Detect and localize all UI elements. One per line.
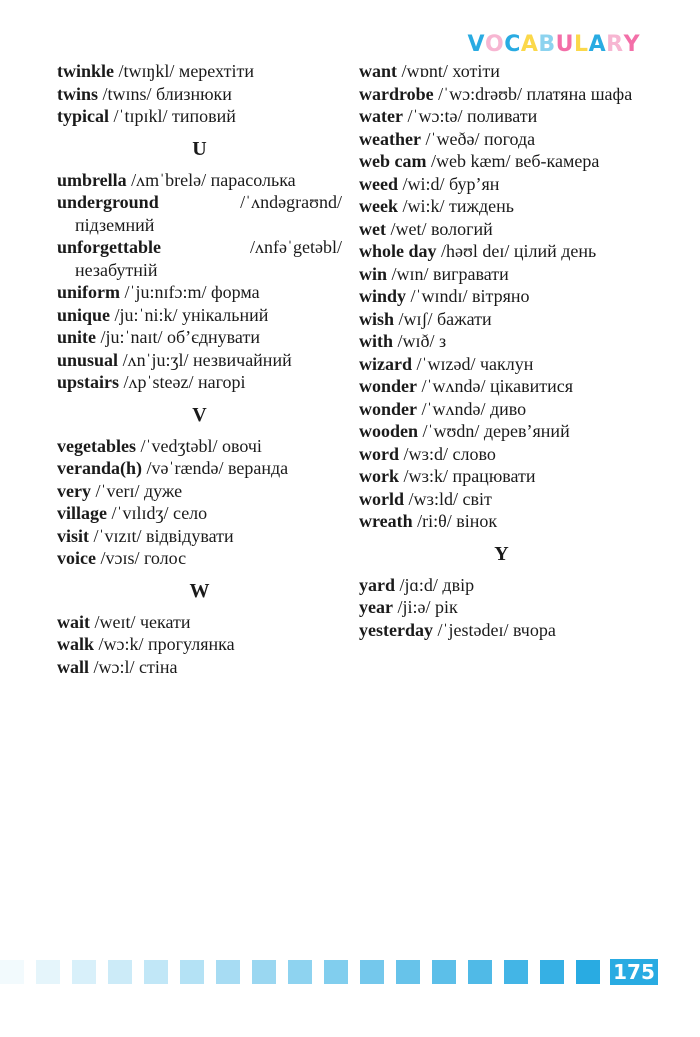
vocab-entry xyxy=(57,457,342,480)
vocab-entry xyxy=(57,236,342,281)
vocab-entry xyxy=(57,349,342,372)
vocab-entry xyxy=(359,285,644,308)
vocab-entry xyxy=(359,218,644,241)
headword: veranda(h) xyxy=(57,458,142,478)
vocab-entry xyxy=(57,326,342,349)
transcription-translation: /ˈʌndəgraʊnd/ підземний xyxy=(75,192,342,235)
vocab-entry xyxy=(359,596,644,619)
headword: walk xyxy=(57,634,95,654)
vocab-entry xyxy=(359,128,644,151)
transcription-translation: /wi:k/ тиждень xyxy=(398,196,514,216)
transcription-translation: /ʌpˈsteəz/ нагорі xyxy=(119,372,246,392)
vocab-entry xyxy=(57,281,342,304)
transcription-translation: /web kæm/ веб-камера xyxy=(426,151,600,171)
bar-square xyxy=(144,960,168,984)
transcription-translation: /wɪʃ/ бажати xyxy=(394,308,492,329)
headword: vegetables xyxy=(57,435,136,456)
bar-square xyxy=(288,960,312,984)
vocab-entry xyxy=(57,105,342,128)
bar-square xyxy=(72,960,96,984)
transcription-translation: /weɪt/ чекати xyxy=(90,611,191,632)
vocab-entry xyxy=(57,502,342,525)
bar-square xyxy=(0,960,24,984)
transcription-translation: /ri:θ/ вінок xyxy=(412,511,498,531)
headword: yard xyxy=(359,574,395,595)
headword: unite xyxy=(57,327,97,347)
title-letter: Y xyxy=(623,32,640,57)
transcription-translation: /wɒnt/ хотіти xyxy=(397,61,500,81)
headword: weed xyxy=(359,173,398,194)
vocab-entry xyxy=(359,574,644,597)
vocab-entry xyxy=(57,656,342,679)
headword: wish xyxy=(359,308,395,329)
headword: yesterday xyxy=(359,619,433,640)
vocab-entry xyxy=(359,398,644,421)
bar-square xyxy=(360,960,384,984)
vocab-entry xyxy=(359,443,644,466)
transcription-translation: /vɔɪs/ голос xyxy=(95,548,187,568)
right-column xyxy=(359,60,644,641)
headword: unique xyxy=(57,304,111,325)
headword: wait xyxy=(57,611,90,632)
transcription-translation: /ˈvɪlɪdʒ/ село xyxy=(107,503,208,523)
transcription-translation: /ji:ə/ рік xyxy=(392,597,458,617)
headword: wet xyxy=(359,218,386,239)
headword: upstairs xyxy=(57,372,120,392)
title-letter: A xyxy=(588,32,607,57)
bar-square xyxy=(468,960,492,984)
vocab-entry xyxy=(359,465,644,488)
section-letter: W xyxy=(189,579,210,602)
bar-square xyxy=(108,960,132,984)
bar-square xyxy=(216,960,240,984)
title-letter: V xyxy=(467,32,485,57)
headword: wooden xyxy=(359,421,419,441)
vocab-entry xyxy=(57,304,342,327)
headword: twins xyxy=(57,83,99,104)
bar-square xyxy=(396,960,420,984)
vocab-entry xyxy=(359,83,644,106)
vocab-entry xyxy=(359,375,644,398)
vocab-entry xyxy=(57,191,342,236)
headword: with xyxy=(359,331,394,351)
headword: wreath xyxy=(359,511,413,531)
bar-square xyxy=(252,960,276,984)
section-letter: V xyxy=(192,403,207,426)
headword: wonder xyxy=(359,398,417,419)
vocab-entry xyxy=(359,353,644,376)
transcription-translation: /ʌnˈju:ʒl/ незвичайний xyxy=(118,349,292,370)
bar-square xyxy=(36,960,60,984)
transcription-translation: /wɜ:k/ працювати xyxy=(399,466,536,486)
headword: underground xyxy=(57,192,159,212)
headword: wall xyxy=(57,656,90,677)
headword: win xyxy=(359,263,388,284)
vocab-entry xyxy=(359,263,644,286)
headword: village xyxy=(57,503,107,523)
vocab-entry xyxy=(359,173,644,196)
transcription-translation: /həʊl deɪ/ цілий день xyxy=(436,241,597,261)
transcription-translation: /ˈtɪpɪkl/ типовий xyxy=(109,106,236,126)
transcription-translation: /wɔ:l/ стіна xyxy=(89,656,178,677)
vocab-entry xyxy=(359,619,644,642)
headword: windy xyxy=(359,286,407,306)
transcription-translation: /ˈvedʒtəbl/ овочі xyxy=(135,435,262,456)
transcription-translation: /wi:d/ бур’ян xyxy=(398,173,500,194)
vocab-entry xyxy=(359,510,644,533)
transcription-translation: /ˈwɔ:tə/ поливати xyxy=(402,106,538,126)
headword: unusual xyxy=(57,349,119,370)
transcription-translation: /ju:ˈnaɪt/ об’єднувати xyxy=(96,327,260,347)
title-letter: A xyxy=(520,32,539,57)
vocab-entry xyxy=(57,525,342,548)
transcription-translation: /ˈwɪzəd/ чаклун xyxy=(412,353,534,374)
headword: week xyxy=(359,196,398,216)
vocab-entry xyxy=(359,240,644,263)
bar-square xyxy=(504,960,528,984)
vocabulary-title xyxy=(467,32,640,57)
transcription-translation: /twɪns/ близнюки xyxy=(98,83,232,104)
headword: year xyxy=(359,597,393,617)
transcription-translation: /wɪð/ з xyxy=(393,331,447,351)
transcription-translation: /ˈweðə/ погода xyxy=(420,128,536,149)
transcription-translation: /wɜ:ld/ світ xyxy=(404,488,492,509)
transcription-translation: /vəˈrændə/ веранда xyxy=(142,458,289,478)
transcription-translation: /ˈwʌndə/ цікавитися xyxy=(417,376,573,396)
title-letter: C xyxy=(504,32,521,57)
transcription-translation: /ˈwʌndə/ диво xyxy=(417,398,527,419)
vocab-entry xyxy=(57,435,342,458)
headword: want xyxy=(359,61,398,81)
bar-square xyxy=(576,960,600,984)
headword: world xyxy=(359,488,404,509)
transcription-translation: /ˈwɪndɪ/ вітряно xyxy=(406,286,530,306)
transcription-translation: /ˈwʊdn/ дерев’яний xyxy=(418,421,570,441)
vocab-entry xyxy=(359,195,644,218)
headword: weather xyxy=(359,128,421,149)
headword: word xyxy=(359,443,399,464)
headword: wizard xyxy=(359,353,412,374)
vocab-entry xyxy=(57,371,342,394)
title-letter: O xyxy=(485,32,505,57)
headword: water xyxy=(359,106,403,126)
headword: uniform xyxy=(57,282,120,302)
vocab-entry xyxy=(359,488,644,511)
page-number: 175 xyxy=(610,959,658,985)
headword: twinkle xyxy=(57,61,115,81)
title-letter: U xyxy=(555,32,575,57)
transcription-translation: /ˈvɪzɪt/ відвідувати xyxy=(89,525,234,546)
headword: whole day xyxy=(359,241,437,261)
headword: wonder xyxy=(359,376,417,396)
title-letter: L xyxy=(574,32,589,57)
transcription-translation: /ju:ˈni:k/ унікальний xyxy=(110,304,269,325)
left-column xyxy=(57,60,342,678)
vocab-entry xyxy=(359,150,644,173)
transcription-translation: /ʌmˈbrelə/ парасолька xyxy=(126,169,296,190)
headword: work xyxy=(359,466,399,486)
vocab-entry xyxy=(359,60,644,83)
vocab-entry xyxy=(359,308,644,331)
section-letter: U xyxy=(192,137,207,160)
transcription-translation: /wɜ:d/ слово xyxy=(399,443,496,464)
headword: very xyxy=(57,480,91,501)
transcription-translation: /ʌnfəˈgetəbl/ незабутній xyxy=(75,237,342,280)
headword: umbrella xyxy=(57,169,127,190)
transcription-translation: /wɪn/ вигравати xyxy=(387,263,509,284)
headword: voice xyxy=(57,548,96,568)
vocab-entry xyxy=(57,611,342,634)
headword: wardrobe xyxy=(359,83,434,104)
vocab-entry xyxy=(57,547,342,570)
vocab-entry xyxy=(57,480,342,503)
vocab-entry xyxy=(57,60,342,83)
bar-square xyxy=(324,960,348,984)
decorative-gradient-bar xyxy=(0,960,610,984)
transcription-translation: /jɑ:d/ двір xyxy=(395,574,475,595)
transcription-translation: /ˈju:nɪfɔ:m/ форма xyxy=(120,282,260,302)
transcription-translation: /ˈwɔ:drəʊb/ платяна шафа xyxy=(433,83,633,104)
vocab-entry xyxy=(359,420,644,443)
headword: visit xyxy=(57,525,90,546)
transcription-translation: /ˈjestədeɪ/ вчора xyxy=(432,619,556,640)
vocab-entry xyxy=(359,105,644,128)
headword: typical xyxy=(57,106,109,126)
transcription-translation: /wet/ вологий xyxy=(385,218,493,239)
bar-square xyxy=(540,960,564,984)
vocab-entry xyxy=(57,83,342,106)
bar-square xyxy=(432,960,456,984)
section-letter: Y xyxy=(494,542,509,565)
title-letter: B xyxy=(538,32,556,57)
headword: unforgettable xyxy=(57,237,161,257)
transcription-translation: /twɪŋkl/ мерехтіти xyxy=(114,61,254,81)
transcription-translation: /wɔ:k/ прогулянка xyxy=(94,634,235,654)
vocab-entry xyxy=(57,633,342,656)
vocab-entry xyxy=(359,330,644,353)
transcription-translation: /ˈverɪ/ дуже xyxy=(90,480,183,501)
bar-square xyxy=(180,960,204,984)
title-letter: R xyxy=(606,32,624,57)
headword: web cam xyxy=(359,151,427,171)
vocab-entry xyxy=(57,169,342,192)
